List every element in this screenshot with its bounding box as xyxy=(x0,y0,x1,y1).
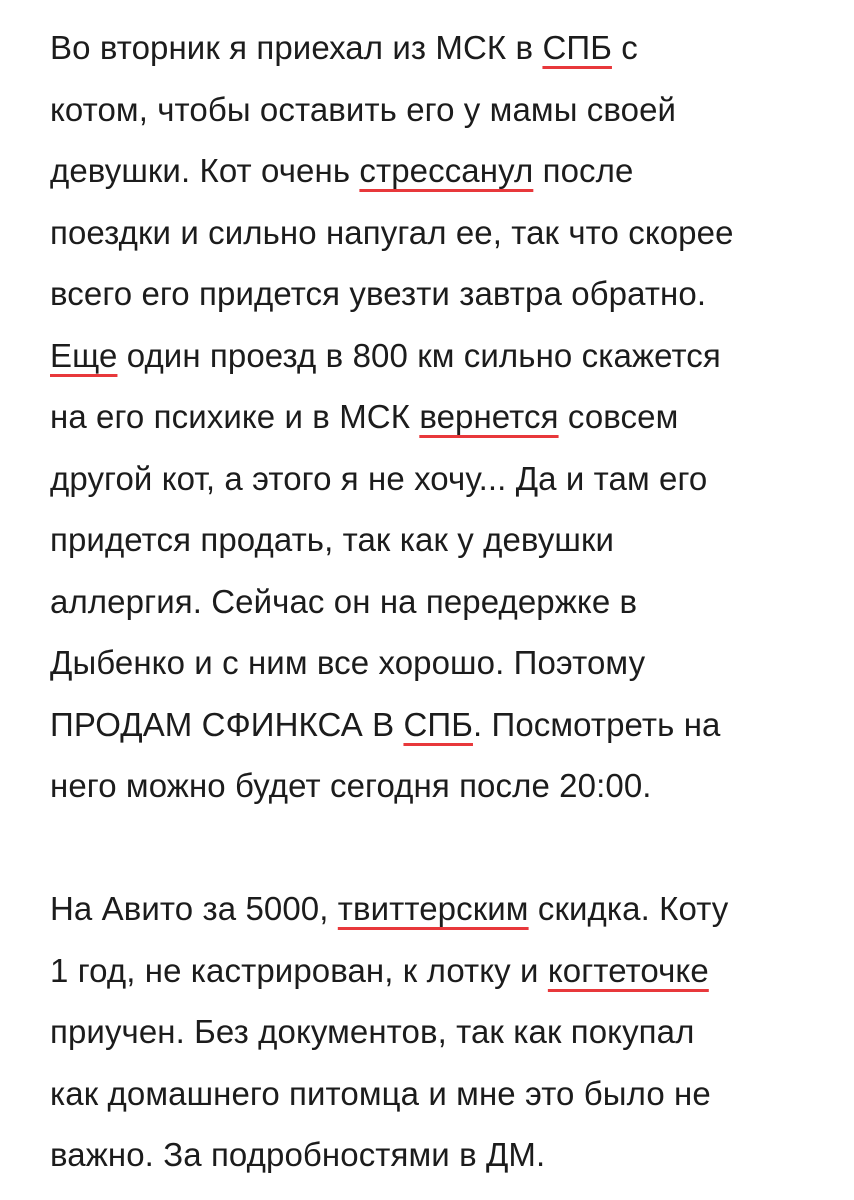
text-line xyxy=(50,386,840,448)
text-segment: скидка. Коту xyxy=(528,890,729,927)
text-segment: него можно будет сегодня после 20:00. xyxy=(50,767,652,804)
paragraph xyxy=(50,878,840,1186)
misspelled-word[interactable]: твиттерским xyxy=(337,890,529,927)
text-segment: после xyxy=(533,152,634,189)
text-line xyxy=(50,509,840,571)
text-line xyxy=(50,1124,840,1186)
text-segment: 1 год, не кастрирован, к лотку и xyxy=(50,951,548,989)
text-line xyxy=(50,17,840,79)
text-line xyxy=(50,632,840,694)
post-text xyxy=(50,17,840,1186)
paragraph-gap xyxy=(50,817,840,879)
text-segment: придется продать, так как у девушки xyxy=(50,521,615,558)
text-line xyxy=(50,571,840,633)
text-line xyxy=(50,202,840,264)
text-segment: поездки и сильно напугал ее, так что скорее xyxy=(50,213,734,251)
text-line xyxy=(50,79,840,141)
text-line xyxy=(50,755,840,817)
text-segment: ПРОДАМ СФИНКСА В xyxy=(50,705,404,743)
text-segment: совсем xyxy=(558,398,679,435)
text-segment: . Посмотреть на xyxy=(472,705,721,743)
text-line xyxy=(50,940,840,1002)
text-segment: Во вторник я приехал из МСК в xyxy=(50,29,543,66)
misspelled-word[interactable]: стрессанул xyxy=(359,152,534,189)
text-segment: На Авито за 5000, xyxy=(50,890,338,927)
text-line xyxy=(50,263,840,325)
text-segment: как домашнего питомца и мне это было не xyxy=(50,1074,711,1112)
text-segment: на его психике и в МСК xyxy=(50,398,420,435)
text-line xyxy=(50,694,840,756)
text-line xyxy=(50,1001,840,1063)
text-line xyxy=(50,448,840,510)
misspelled-word[interactable]: когтеточке xyxy=(547,951,709,989)
misspelled-word[interactable]: вернется xyxy=(419,398,559,435)
text-segment: котом, чтобы оставить его у мамы своей xyxy=(50,90,677,128)
paragraph xyxy=(50,17,840,817)
text-segment: девушки. Кот очень xyxy=(50,152,360,189)
misspelled-word[interactable]: СПБ xyxy=(403,705,473,743)
text-segment: аллергия. Сейчас он на передержке в xyxy=(50,582,638,620)
misspelled-word[interactable]: СПБ xyxy=(542,29,612,66)
text-line xyxy=(50,325,840,387)
text-segment: всего его придется увезти завтра обратно. xyxy=(50,275,707,312)
text-line xyxy=(50,140,840,202)
text-segment: другой кот, а этого я не хочу... Да и там его xyxy=(50,459,708,497)
text-segment: один проезд в 800 км сильно скажется xyxy=(117,336,721,374)
text-line xyxy=(50,1063,840,1125)
misspelled-word[interactable]: Еще xyxy=(50,336,118,374)
text-segment: с xyxy=(611,29,638,66)
text-line xyxy=(50,878,840,940)
text-segment: Дыбенко и с ним все хорошо. Поэтому xyxy=(50,644,646,681)
text-segment: приучен. Без документов, так как покупал xyxy=(50,1013,695,1050)
text-segment: важно. За подробностями в ДМ. xyxy=(50,1136,546,1173)
